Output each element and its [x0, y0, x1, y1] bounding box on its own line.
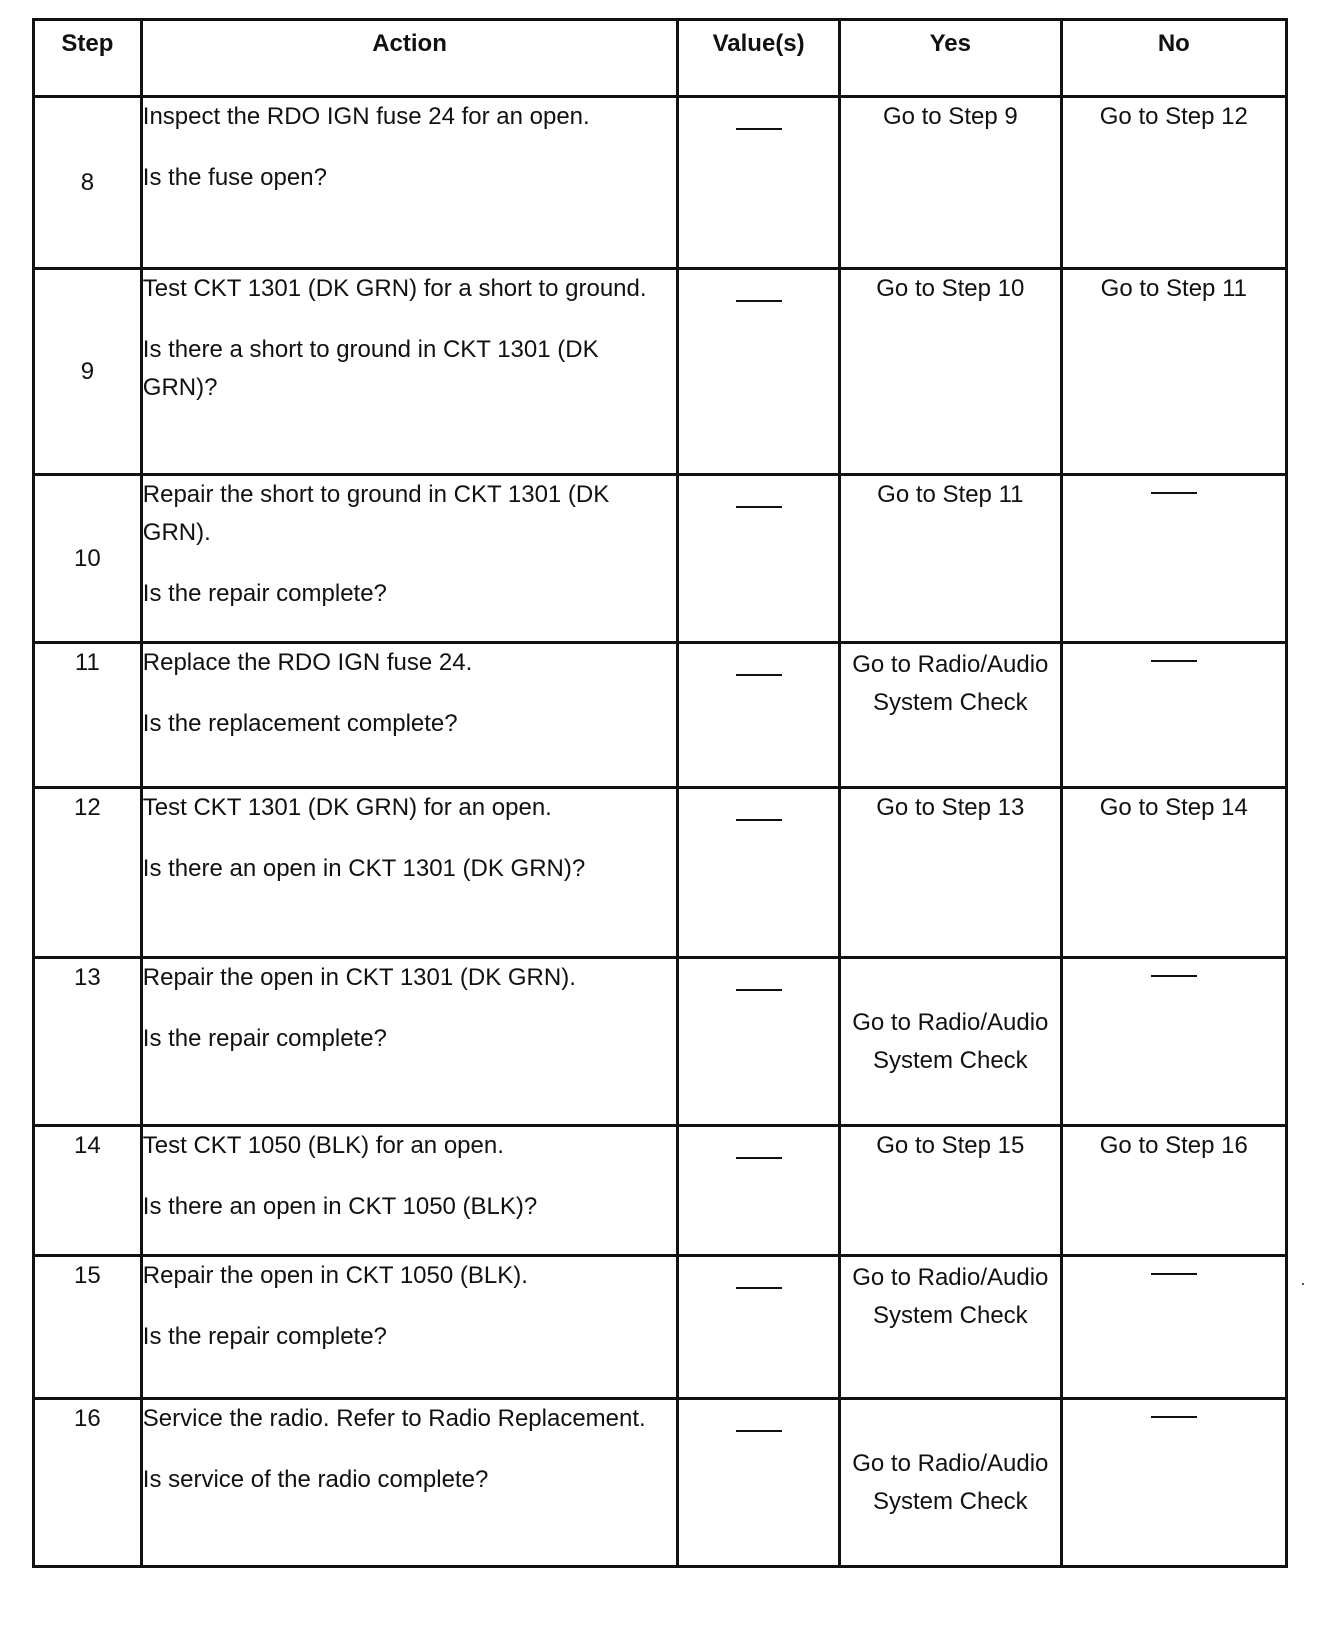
- step-cell: [34, 1126, 142, 1256]
- value-dash: [736, 1287, 782, 1289]
- table-row: [34, 788, 1287, 958]
- value-dash: [736, 506, 782, 508]
- question-text: Is there an open in CKT 1050 (BLK)?: [142, 1193, 538, 1220]
- no-cell: Go to Step 16: [1061, 1126, 1286, 1256]
- question-text: Is there a short to ground in CKT 1301 (DK GRN)?: [142, 336, 599, 401]
- no-dash: [1151, 975, 1197, 977]
- action-cell: [141, 269, 677, 475]
- table-row: [34, 1126, 1287, 1256]
- action-text: Test CKT 1050 (BLK) for an open.: [142, 1132, 504, 1159]
- no-cell: [1061, 475, 1286, 643]
- action-cell: [141, 1399, 677, 1567]
- yes-cell: Go to Step 13: [840, 788, 1062, 958]
- step-cell: [34, 958, 142, 1126]
- action-cell: [141, 643, 677, 788]
- step-cell: [34, 97, 142, 269]
- table-row: [34, 1399, 1287, 1567]
- value-dash: [736, 674, 782, 676]
- value-cell: [678, 1126, 840, 1256]
- step-cell: [34, 475, 142, 643]
- action-cell: [141, 1126, 677, 1256]
- header-yes: Yes: [840, 20, 1062, 97]
- no-cell: Go to Step 12: [1061, 97, 1286, 269]
- action-cell: [141, 1256, 677, 1399]
- yes-cell: Go to Radio/Audio System Check: [840, 1256, 1062, 1399]
- action-text: Replace the RDO IGN fuse 24.: [142, 649, 473, 676]
- action-text: Repair the open in CKT 1050 (BLK).: [142, 1262, 528, 1289]
- question-text: Is the fuse open?: [142, 164, 327, 191]
- no-dash: [1151, 660, 1197, 662]
- table-row: [34, 643, 1287, 788]
- question-text: Is there an open in CKT 1301 (DK GRN)?: [142, 855, 586, 882]
- no-cell: Go to Step 11: [1061, 269, 1286, 475]
- step-number: 9: [80, 357, 95, 385]
- step-cell: [34, 1399, 142, 1567]
- question-text: Is the repair complete?: [142, 1323, 387, 1350]
- yes-cell: Go to Step 15: [840, 1126, 1062, 1256]
- yes-cell: Go to Step 10: [840, 269, 1062, 475]
- value-cell: [678, 269, 840, 475]
- value-dash: [736, 1430, 782, 1432]
- no-dash: [1151, 492, 1197, 494]
- yes-cell: Go to Step 11: [840, 475, 1062, 643]
- question-text: Is service of the radio complete?: [142, 1466, 489, 1493]
- step-number: 16: [74, 1405, 101, 1432]
- step-number: 8: [80, 168, 95, 196]
- action-cell: [141, 958, 677, 1126]
- yes-cell: Go to Radio/Audio System Check: [840, 643, 1062, 788]
- action-text: Repair the short to ground in CKT 1301 (DK GRN).: [142, 481, 610, 546]
- value-dash: [736, 819, 782, 821]
- step-cell: [34, 788, 142, 958]
- value-cell: [678, 643, 840, 788]
- action-cell: [141, 475, 677, 643]
- no-cell: [1061, 1256, 1286, 1399]
- step-number: 14: [74, 1132, 101, 1159]
- value-cell: [678, 1399, 840, 1567]
- no-cell: [1061, 643, 1286, 788]
- yes-cell: Go to Radio/Audio System Check: [840, 958, 1062, 1126]
- no-dash: [1151, 1273, 1197, 1275]
- table-row: [34, 475, 1287, 643]
- value-dash: [736, 1157, 782, 1159]
- value-cell: [678, 1256, 840, 1399]
- step-number: 10: [74, 544, 101, 572]
- step-number: 15: [74, 1262, 101, 1289]
- table-row: [34, 97, 1287, 269]
- value-cell: [678, 97, 840, 269]
- step-number: 11: [74, 649, 100, 676]
- table-row: [34, 269, 1287, 475]
- value-cell: [678, 475, 840, 643]
- header-no: No: [1061, 20, 1286, 97]
- step-number: 12: [74, 794, 101, 821]
- action-text: Repair the open in CKT 1301 (DK GRN).: [142, 964, 576, 991]
- step-cell: [34, 269, 142, 475]
- no-cell: [1061, 958, 1286, 1126]
- header-step: Step: [34, 20, 142, 97]
- header-values: Value(s): [678, 20, 840, 97]
- yes-cell: Go to Radio/Audio System Check: [840, 1399, 1062, 1567]
- no-dash: [1151, 1416, 1197, 1418]
- header-action: Action: [141, 20, 677, 97]
- no-cell: Go to Step 14: [1061, 788, 1286, 958]
- yes-cell: Go to Step 9: [840, 97, 1062, 269]
- action-text: Test CKT 1301 (DK GRN) for an open.: [142, 794, 552, 821]
- step-number: 13: [74, 964, 101, 991]
- table-row: [34, 958, 1287, 1126]
- value-cell: [678, 788, 840, 958]
- value-dash: [736, 989, 782, 991]
- value-cell: [678, 958, 840, 1126]
- step-cell: [34, 1256, 142, 1399]
- action-cell: [141, 788, 677, 958]
- value-dash: [736, 128, 782, 130]
- action-cell: [141, 97, 677, 269]
- value-dash: [736, 300, 782, 302]
- question-text: Is the repair complete?: [142, 1025, 387, 1052]
- action-text: Test CKT 1301 (DK GRN) for a short to ground.: [142, 275, 647, 302]
- diagnostic-table: [32, 18, 1288, 1568]
- question-text: Is the repair complete?: [142, 580, 387, 607]
- table-row: [34, 1256, 1287, 1399]
- action-text: Inspect the RDO IGN fuse 24 for an open.: [142, 103, 590, 130]
- step-cell: [34, 643, 142, 788]
- scan-speck: [1302, 1283, 1304, 1285]
- question-text: Is the replacement complete?: [142, 710, 458, 737]
- action-text: Service the radio. Refer to Radio Replacement.: [142, 1405, 646, 1432]
- no-cell: [1061, 1399, 1286, 1567]
- header-row: [34, 20, 1287, 97]
